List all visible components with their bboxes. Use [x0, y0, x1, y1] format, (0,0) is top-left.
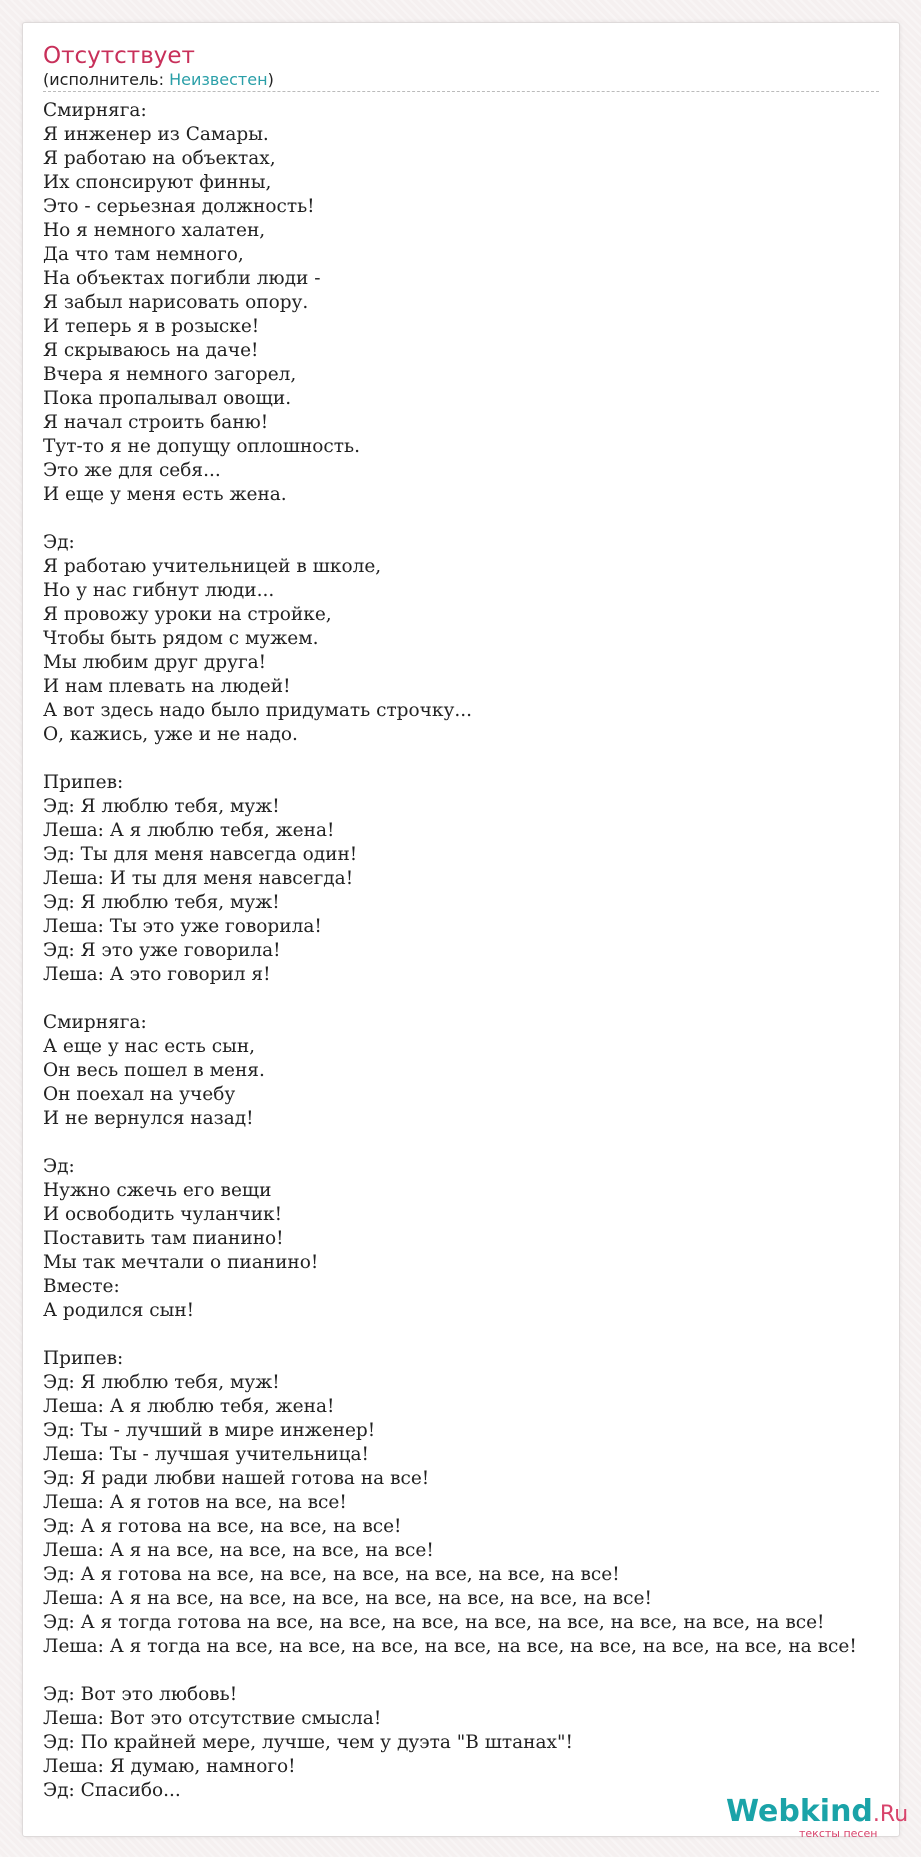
artist-line	[43, 70, 274, 90]
song-title: Отсутствует	[43, 43, 195, 69]
lyric-line: А вот здесь надо было придумать строчку...	[43, 700, 472, 721]
lyric-line: Леша: А я на все, на все, на все, на все!	[43, 1540, 434, 1561]
lyric-line: И еще у меня есть жена.	[43, 484, 287, 505]
lyric-line	[43, 747, 921, 771]
lyric-line: Да что там немного,	[43, 244, 244, 265]
lyric-line: Леша: И ты для меня навсегда!	[43, 868, 354, 889]
lyric-line: Но у нас гибнут люди...	[43, 580, 275, 601]
lyric-line: Он весь пошел в меня.	[43, 1060, 265, 1081]
lyric-line: На объектах погибли люди -	[43, 268, 321, 289]
lyric-line: Я забыл нарисовать опору.	[43, 292, 309, 313]
lyric-line: Это - серьезная должность!	[43, 196, 315, 217]
lyric-line: Леша: Вот это отсутствие смысла!	[43, 1708, 382, 1729]
logo-main-text: Webkind	[726, 1794, 873, 1829]
webkind-logo[interactable]	[726, 1794, 921, 1846]
lyric-line	[43, 1323, 921, 1347]
lyric-line: И освободить чуланчик!	[43, 1204, 283, 1225]
lyric-line: Эд: Спасибо...	[43, 1780, 181, 1801]
artist-prefix: (исполнитель:	[43, 70, 170, 89]
lyrics-card	[22, 22, 909, 1840]
lyric-line: Вчера я немного загорел,	[43, 364, 297, 385]
lyric-line: Эд: Я это уже говорила!	[43, 940, 281, 961]
lyric-line: А родился сын!	[43, 1300, 195, 1321]
lyric-line: Эд: Ты - лучший в мире инженер!	[43, 1420, 376, 1441]
lyric-line: Эд: Вот это любовь!	[43, 1684, 238, 1705]
lyric-line: Но я немного халатен,	[43, 220, 266, 241]
lyric-line	[43, 507, 921, 531]
lyric-line: Леша: А я готов на все, на все!	[43, 1492, 347, 1513]
lyric-line: Он поехал на учебу	[43, 1084, 236, 1105]
lyric-line: Леша: А это говорил я!	[43, 964, 271, 985]
lyric-line: Я скрываюсь на даче!	[43, 340, 259, 361]
lyric-line	[43, 1659, 921, 1683]
artist-link[interactable]: Неизвестен	[169, 70, 268, 89]
lyric-line: Я работаю на объектах,	[43, 148, 276, 169]
lyric-line: Мы так мечтали о пианино!	[43, 1252, 319, 1273]
lyric-line: Мы любим друг друга!	[43, 652, 267, 673]
lyric-line	[43, 1131, 921, 1155]
lyric-line: Я начал строить баню!	[43, 412, 269, 433]
lyric-line: Эд:	[43, 532, 75, 553]
lyric-line: Нужно сжечь его вещи	[43, 1180, 272, 1201]
lyric-line: Это же для себя...	[43, 460, 221, 481]
lyric-line: Поставить там пианино!	[43, 1228, 284, 1249]
lyric-line: Эд: А я тогда готова на все, на все, на все, на все, на все, на все, на все, на все!	[43, 1612, 825, 1633]
lyric-line: Пока пропалывал овощи.	[43, 388, 292, 409]
lyric-line: Леша: А я люблю тебя, жена!	[43, 820, 335, 841]
lyric-line: Эд: А я готова на все, на все, на все!	[43, 1516, 402, 1537]
lyric-line: Эд: Я люблю тебя, муж!	[43, 1372, 280, 1393]
lyric-line: Леша: Ты - лучшая учительница!	[43, 1444, 369, 1465]
lyric-line: И не вернулся назад!	[43, 1108, 254, 1129]
lyric-line: Эд: По крайней мере, лучше, чем у дуэта "В штанах"!	[43, 1732, 573, 1753]
lyric-line: Я инженер из Самары.	[43, 124, 269, 145]
lyric-line: И теперь я в розыске!	[43, 316, 260, 337]
lyric-line: Чтобы быть рядом с мужем.	[43, 628, 319, 649]
lyric-line: Эд: Я люблю тебя, муж!	[43, 796, 280, 817]
lyric-line: Смирняга:	[43, 1012, 147, 1033]
lyric-line: Эд: Ты для меня навсегда один!	[43, 844, 358, 865]
lyric-line: Эд:	[43, 1156, 75, 1177]
lyric-line: О, кажись, уже и не надо.	[43, 724, 298, 745]
lyric-line: Вместе:	[43, 1276, 120, 1297]
lyric-line: Припев:	[43, 772, 124, 793]
lyric-line	[43, 987, 921, 1011]
lyric-line: Эд: Я ради любви нашей готова на все!	[43, 1468, 430, 1489]
lyric-line: Я провожу уроки на стройке,	[43, 604, 332, 625]
lyric-line: Леша: А я на все, на все, на все, на все, на все, на все, на все!	[43, 1588, 652, 1609]
logo-tagline: тексты песен	[799, 1827, 878, 1840]
lyric-line: Эд: А я готова на все, на все, на все, на все, на все, на все!	[43, 1564, 620, 1585]
lyrics-text	[43, 99, 921, 1803]
title-divider	[43, 91, 879, 92]
lyric-line: Я работаю учительницей в школе,	[43, 556, 382, 577]
lyric-line: А еще у нас есть сын,	[43, 1036, 256, 1057]
logo-tld: .Ru	[872, 1802, 909, 1827]
lyric-line: Припев:	[43, 1348, 124, 1369]
lyric-line: Смирняга:	[43, 100, 147, 121]
lyric-line: Их спонсируют финны,	[43, 172, 272, 193]
artist-suffix: )	[267, 70, 274, 89]
lyric-line: Леша: А я тогда на все, на все, на все, на все, на все, на все, на все, на все, на все!	[43, 1636, 857, 1657]
lyric-line: И нам плевать на людей!	[43, 676, 291, 697]
lyric-line: Леша: Я думаю, намного!	[43, 1756, 296, 1777]
lyric-line: Тут-то я не допущу оплошность.	[43, 436, 360, 457]
lyric-line: Леша: А я люблю тебя, жена!	[43, 1396, 335, 1417]
lyric-line: Леша: Ты это уже говорила!	[43, 916, 322, 937]
lyric-line: Эд: Я люблю тебя, муж!	[43, 892, 280, 913]
